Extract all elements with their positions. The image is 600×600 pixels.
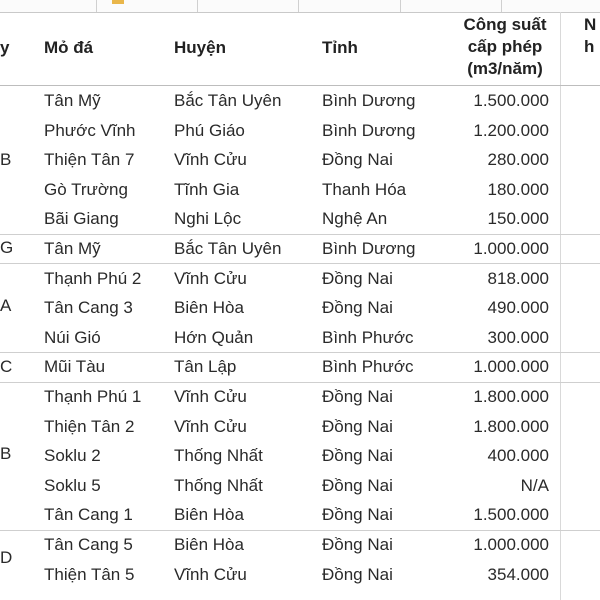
district-cell: Vĩnh Cửu	[174, 416, 247, 436]
capacity-cell: 1.800.000	[473, 387, 549, 406]
table-row	[0, 352, 600, 382]
mine-cell: Thạnh Phú 2	[44, 268, 142, 288]
table-row	[0, 145, 600, 175]
capacity-cell: 300.000	[487, 327, 549, 347]
capacity-cell: 490.000	[487, 298, 549, 318]
table-row	[0, 293, 600, 323]
district-cell: Biên Hòa	[174, 298, 244, 318]
table-row	[0, 500, 600, 530]
mine-cell: Thạnh Phú 1	[44, 387, 142, 406]
district-cell: Thống Nhất	[174, 446, 263, 466]
header-extra-line2: h	[584, 37, 595, 56]
capacity-cell: 1.000.000	[473, 535, 549, 554]
table-row	[0, 382, 600, 412]
district-cell: Bắc Tân Uyên	[174, 91, 282, 110]
capacity-cell: 400.000	[487, 446, 549, 466]
mine-cell: Thiện Tân 2	[44, 416, 135, 436]
district-cell: Vĩnh Cửu	[174, 564, 247, 584]
mine-cell: Soklu 5	[44, 475, 101, 495]
district-cell: Nghi Lộc	[174, 209, 242, 229]
province-cell: Đồng Nai	[322, 387, 393, 406]
table-row	[0, 412, 600, 442]
toolbar-cell	[198, 0, 299, 12]
header-capacity-line2: cấp phép	[467, 37, 543, 56]
header-capacity-line3: (m3/năm)	[467, 59, 543, 78]
district-cell: Vĩnh Cửu	[174, 268, 247, 288]
mine-cell: Núi Gió	[44, 327, 101, 347]
header-mine: Mỏ đá	[44, 38, 94, 57]
table-row	[0, 441, 600, 471]
mine-cell: Tân Cang 1	[44, 505, 133, 525]
mine-cell: Thiện Tân 5	[44, 564, 135, 584]
mine-cell: Tân Cang 3	[44, 298, 133, 318]
mine-cell: Tân Cang 5	[44, 535, 133, 554]
province-cell: Đồng Nai	[322, 416, 393, 436]
header-extra	[584, 14, 596, 58]
group-label: C	[0, 357, 13, 376]
table-row	[0, 116, 600, 146]
table-row	[0, 471, 600, 501]
capacity-cell: N/A	[520, 475, 549, 495]
mine-cell: Tân Mỹ	[44, 239, 101, 258]
capacity-cell: 1.200.000	[473, 120, 549, 140]
capacity-cell: 1.500.000	[473, 91, 549, 110]
header-extra-line1: N	[584, 15, 597, 34]
group-label: B	[0, 444, 12, 463]
district-cell: Vĩnh Cửu	[174, 150, 247, 170]
district-cell: Biên Hòa	[174, 535, 244, 554]
mine-cell: Mũi Tàu	[44, 357, 106, 377]
mine-cell: Thiện Tân 7	[44, 150, 135, 170]
mine-cell: Gò Trường	[44, 179, 128, 199]
table-row	[0, 323, 600, 353]
header-province: Tỉnh	[322, 38, 358, 57]
mine-cell: Soklu 2	[44, 446, 101, 466]
province-cell: Đồng Nai	[322, 446, 393, 466]
province-cell: Nghệ An	[322, 209, 388, 229]
district-cell: Hớn Quản	[174, 327, 254, 347]
district-cell: Thống Nhất	[174, 475, 263, 495]
header-capacity-line1: Công suất	[463, 15, 547, 34]
province-cell: Đồng Nai	[322, 268, 393, 288]
province-cell: Bình Phước	[322, 327, 414, 347]
district-cell: Tĩnh Gia	[174, 179, 240, 199]
table-row	[0, 234, 600, 264]
province-cell: Đồng Nai	[322, 505, 393, 525]
district-cell: Biên Hòa	[174, 505, 244, 525]
header-district: Huyện	[174, 38, 226, 57]
mine-cell: Phước Vĩnh	[44, 120, 136, 140]
group-label: A	[0, 296, 12, 315]
header-col0: y	[0, 38, 10, 57]
capacity-cell: 1.500.000	[473, 505, 549, 525]
province-cell: Đồng Nai	[322, 535, 393, 554]
province-cell: Đồng Nai	[322, 475, 393, 495]
capacity-cell: 1.000.000	[473, 357, 549, 377]
district-cell: Vĩnh Cửu	[174, 387, 247, 406]
district-cell: Bắc Tân Uyên	[174, 239, 282, 258]
group-label: G	[0, 238, 14, 257]
group-label: D	[0, 548, 13, 567]
district-cell: Tân Lập	[174, 357, 237, 377]
capacity-cell: 150.000	[487, 209, 549, 229]
toolbar-cell	[299, 0, 401, 12]
table-row	[0, 86, 600, 116]
top-toolbar-strip	[0, 0, 600, 13]
mine-cell: Tân Mỹ	[44, 91, 101, 110]
group-label: B	[0, 150, 12, 169]
toolbar-cell	[401, 0, 502, 12]
province-cell: Bình Dương	[322, 239, 416, 258]
province-cell: Thanh Hóa	[322, 179, 407, 199]
table-row	[0, 560, 600, 590]
province-cell: Bình Dương	[322, 91, 416, 110]
province-cell: Đồng Nai	[322, 150, 393, 170]
table-row	[0, 264, 600, 294]
table-row	[0, 530, 600, 560]
header-capacity	[446, 14, 564, 80]
province-cell: Đồng Nai	[322, 298, 393, 318]
capacity-cell: 1.800.000	[473, 416, 549, 436]
mine-cell: Bãi Giang	[44, 209, 119, 229]
district-cell: Phú Giáo	[174, 120, 245, 140]
capacity-cell: 354.000	[487, 564, 549, 584]
capacity-cell: 180.000	[487, 179, 549, 199]
toolbar-cell	[0, 0, 97, 12]
capacity-cell: 280.000	[487, 150, 549, 170]
province-cell: Bình Dương	[322, 120, 416, 140]
table-row	[0, 175, 600, 205]
capacity-cell: 818.000	[487, 268, 549, 288]
province-cell: Bình Phước	[322, 357, 414, 377]
capacity-cell: 1.000.000	[473, 239, 549, 258]
toolbar-cell	[97, 0, 198, 12]
province-cell: Đồng Nai	[322, 564, 393, 584]
table-row	[0, 204, 600, 234]
